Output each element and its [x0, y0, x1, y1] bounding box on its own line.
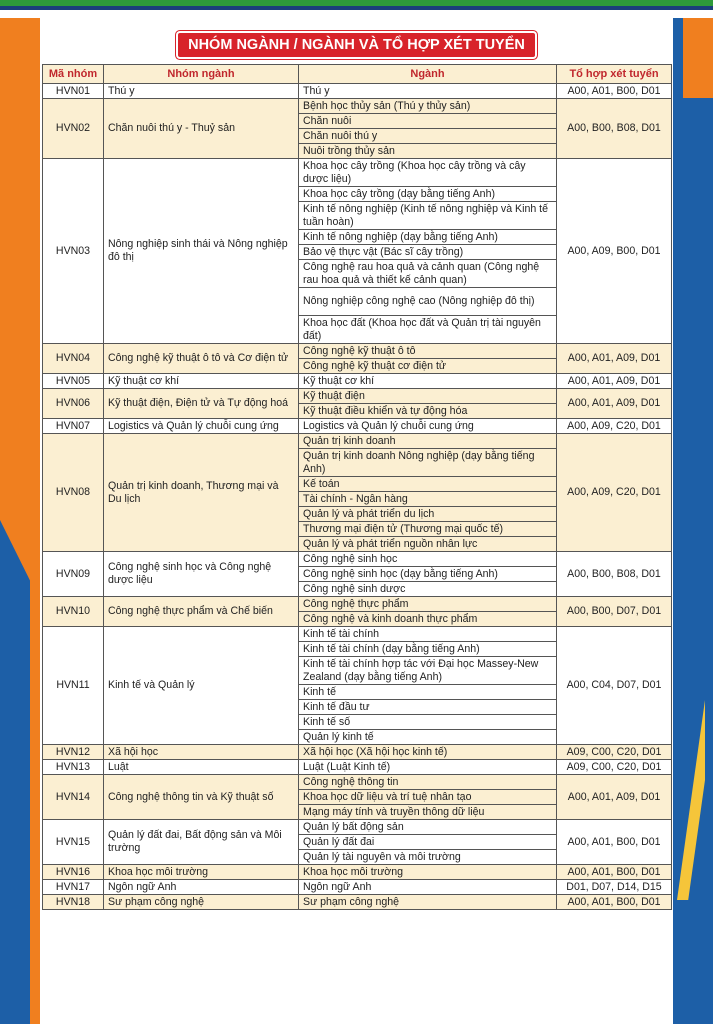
major-name: Bảo vệ thực vật (Bác sĩ cây trồng): [299, 245, 557, 260]
major-name: Tài chính - Ngân hàng: [299, 492, 557, 507]
table-row: [43, 99, 672, 114]
table-row: [43, 552, 672, 567]
major-name: Xã hội học (Xã hội học kinh tế): [299, 745, 557, 760]
group-code: HVN05: [43, 374, 104, 389]
group-code: HVN12: [43, 745, 104, 760]
table-row: [43, 745, 672, 760]
major-name: Kỹ thuật điện: [299, 389, 557, 404]
group-name: Xã hội học: [104, 745, 299, 760]
group-name: Kỹ thuật điện, Điện tử và Tự động hoá: [104, 389, 299, 419]
major-name: Kinh tế tài chính: [299, 627, 557, 642]
subject-combinations: A00, A01, A09, D01: [557, 389, 672, 419]
subject-combinations: A00, A01, B00, D01: [557, 84, 672, 99]
table-row: [43, 775, 672, 790]
group-code: HVN10: [43, 597, 104, 627]
group-name: Công nghệ sinh học và Công nghệ dược liệu: [104, 552, 299, 597]
group-code: HVN16: [43, 865, 104, 880]
group-name: Công nghệ kỹ thuật ô tô và Cơ điện tử: [104, 344, 299, 374]
left-blue-border: [0, 520, 30, 1024]
group-name: Kinh tế và Quản lý: [104, 627, 299, 745]
group-code: HVN18: [43, 895, 104, 910]
subject-combinations: A00, A01, A09, D01: [557, 775, 672, 820]
table-body: [43, 84, 672, 910]
major-name: Luật (Luật Kinh tế): [299, 760, 557, 775]
group-code: HVN06: [43, 389, 104, 419]
group-name: Luật: [104, 760, 299, 775]
major-name: Logistics và Quản lý chuỗi cung ứng: [299, 419, 557, 434]
major-name: Công nghệ kỹ thuật cơ điện tử: [299, 359, 557, 374]
group-name: Nông nghiệp sinh thái và Nông nghiệp đô thị: [104, 159, 299, 344]
subject-combinations: A00, C04, D07, D01: [557, 627, 672, 745]
group-name: Logistics và Quản lý chuỗi cung ứng: [104, 419, 299, 434]
subject-combinations: A00, A01, B00, D01: [557, 895, 672, 910]
major-name: Kinh tế đầu tư: [299, 700, 557, 715]
major-name: Chăn nuôi: [299, 114, 557, 129]
major-name: Kinh tế số: [299, 715, 557, 730]
table-row: [43, 865, 672, 880]
table-row: [43, 389, 672, 404]
group-name: Sư phạm công nghệ: [104, 895, 299, 910]
group-code: HVN04: [43, 344, 104, 374]
group-code: HVN02: [43, 99, 104, 159]
major-name: Mạng máy tính và truyền thông dữ liệu: [299, 805, 557, 820]
table-row: [43, 419, 672, 434]
table-row: [43, 597, 672, 612]
top-dark-stripe: [0, 6, 713, 10]
major-name: Công nghệ rau hoa quả và cảnh quan (Công nghệ rau hoa quả và thiết kế cảnh quan): [299, 260, 557, 288]
table-header-row: [43, 65, 672, 84]
right-orange-accent: [683, 18, 713, 98]
major-name: Kinh tế tài chính hợp tác với Đại học Massey-New Zealand (dạy bằng tiếng Anh): [299, 657, 557, 685]
major-name: Công nghệ thực phẩm: [299, 597, 557, 612]
subject-combinations: A00, A09, C20, D01: [557, 419, 672, 434]
group-code: HVN09: [43, 552, 104, 597]
major-name: Kinh tế nông nghiệp (Kinh tế nông nghiệp và Kinh tế tuần hoàn): [299, 202, 557, 230]
group-name: Ngôn ngữ Anh: [104, 880, 299, 895]
group-code: HVN01: [43, 84, 104, 99]
major-name: Khoa học dữ liệu và trí tuệ nhân tạo: [299, 790, 557, 805]
major-name: Kỹ thuật điều khiển và tự động hóa: [299, 404, 557, 419]
group-code: HVN14: [43, 775, 104, 820]
group-name: Quản trị kinh doanh, Thương mại và Du lịch: [104, 434, 299, 552]
group-name: Khoa học môi trường: [104, 865, 299, 880]
table-row: [43, 84, 672, 99]
major-name: Kinh tế nông nghiệp (dạy bằng tiếng Anh): [299, 230, 557, 245]
major-name: Khoa học môi trường: [299, 865, 557, 880]
major-name: Quản trị kinh doanh: [299, 434, 557, 449]
table-row: [43, 627, 672, 642]
group-code: HVN11: [43, 627, 104, 745]
major-name: Quản lý bất động sản: [299, 820, 557, 835]
header-code: Mã nhóm: [43, 65, 104, 84]
group-code: HVN08: [43, 434, 104, 552]
table-row: [43, 895, 672, 910]
table-row: [43, 820, 672, 835]
major-name: Chăn nuôi thú y: [299, 129, 557, 144]
subject-combinations: A00, A09, C20, D01: [557, 434, 672, 552]
majors-table: [42, 64, 672, 910]
subject-combinations: A00, A01, B00, D01: [557, 865, 672, 880]
group-code: HVN07: [43, 419, 104, 434]
major-name: Quản lý kinh tế: [299, 730, 557, 745]
header-group: Nhóm ngành: [104, 65, 299, 84]
table-row: [43, 159, 672, 187]
major-name: Sư phạm công nghệ: [299, 895, 557, 910]
major-name: Thú y: [299, 84, 557, 99]
subject-combinations: A09, C00, C20, D01: [557, 760, 672, 775]
group-code: HVN13: [43, 760, 104, 775]
major-name: Công nghệ sinh học (dạy bằng tiếng Anh): [299, 567, 557, 582]
major-name: Khoa học cây trồng (dạy bằng tiếng Anh): [299, 187, 557, 202]
group-name: Thú y: [104, 84, 299, 99]
page-title: NHÓM NGÀNH / NGÀNH VÀ TỔ HỢP XÉT TUYỂN: [178, 33, 535, 57]
major-name: Công nghệ sinh học: [299, 552, 557, 567]
major-name: Bệnh học thủy sản (Thú y thủy sản): [299, 99, 557, 114]
major-name: Quản lý đất đai: [299, 835, 557, 850]
major-name: Khoa học đất (Khoa học đất và Quản trị tài nguyên đất): [299, 316, 557, 344]
major-name: Nuôi trồng thủy sản: [299, 144, 557, 159]
table-row: [43, 344, 672, 359]
major-name: Nông nghiệp công nghệ cao (Nông nghiệp đô thị): [299, 288, 557, 316]
subject-combinations: A00, A01, A09, D01: [557, 374, 672, 389]
subject-combinations: A00, A01, B00, D01: [557, 820, 672, 865]
subject-combinations: A00, A01, A09, D01: [557, 344, 672, 374]
table-row: [43, 374, 672, 389]
group-name: Công nghệ thực phẩm và Chế biến: [104, 597, 299, 627]
major-name: Quản lý và phát triển nguồn nhân lực: [299, 537, 557, 552]
major-name: Quản lý tài nguyên và môi trường: [299, 850, 557, 865]
table-row: [43, 880, 672, 895]
subject-combinations: A09, C00, C20, D01: [557, 745, 672, 760]
subject-combinations: D01, D07, D14, D15: [557, 880, 672, 895]
group-code: HVN15: [43, 820, 104, 865]
group-name: Quản lý đất đai, Bất động sản và Môi trường: [104, 820, 299, 865]
major-name: Công nghệ thông tin: [299, 775, 557, 790]
group-name: Chăn nuôi thú y - Thuỷ sản: [104, 99, 299, 159]
major-name: Công nghệ kỹ thuật ô tô: [299, 344, 557, 359]
group-code: HVN03: [43, 159, 104, 344]
table-row: [43, 434, 672, 449]
major-name: Quản lý và phát triển du lịch: [299, 507, 557, 522]
table-row: [43, 760, 672, 775]
group-name: Kỹ thuật cơ khí: [104, 374, 299, 389]
subject-combinations: A00, B00, D07, D01: [557, 597, 672, 627]
major-name: Công nghệ và kinh doanh thực phẩm: [299, 612, 557, 627]
major-name: Kinh tế tài chính (dạy bằng tiếng Anh): [299, 642, 557, 657]
major-name: Quản trị kinh doanh Nông nghiệp (dạy bằng tiếng Anh): [299, 449, 557, 477]
major-name: Khoa học cây trồng (Khoa học cây trồng và cây dược liệu): [299, 159, 557, 187]
header-combo: Tổ hợp xét tuyển: [557, 65, 672, 84]
major-name: Kế toán: [299, 477, 557, 492]
major-name: Thương mại điện tử (Thương mại quốc tế): [299, 522, 557, 537]
major-name: Kinh tế: [299, 685, 557, 700]
group-name: Công nghệ thông tin và Kỹ thuật số: [104, 775, 299, 820]
subject-combinations: A00, A09, B00, D01: [557, 159, 672, 344]
header-major: Ngành: [299, 65, 557, 84]
group-code: HVN17: [43, 880, 104, 895]
subject-combinations: A00, B00, B08, D01: [557, 552, 672, 597]
major-name: Ngôn ngữ Anh: [299, 880, 557, 895]
subject-combinations: A00, B00, B08, D01: [557, 99, 672, 159]
major-name: Công nghệ sinh dược: [299, 582, 557, 597]
major-name: Kỹ thuật cơ khí: [299, 374, 557, 389]
